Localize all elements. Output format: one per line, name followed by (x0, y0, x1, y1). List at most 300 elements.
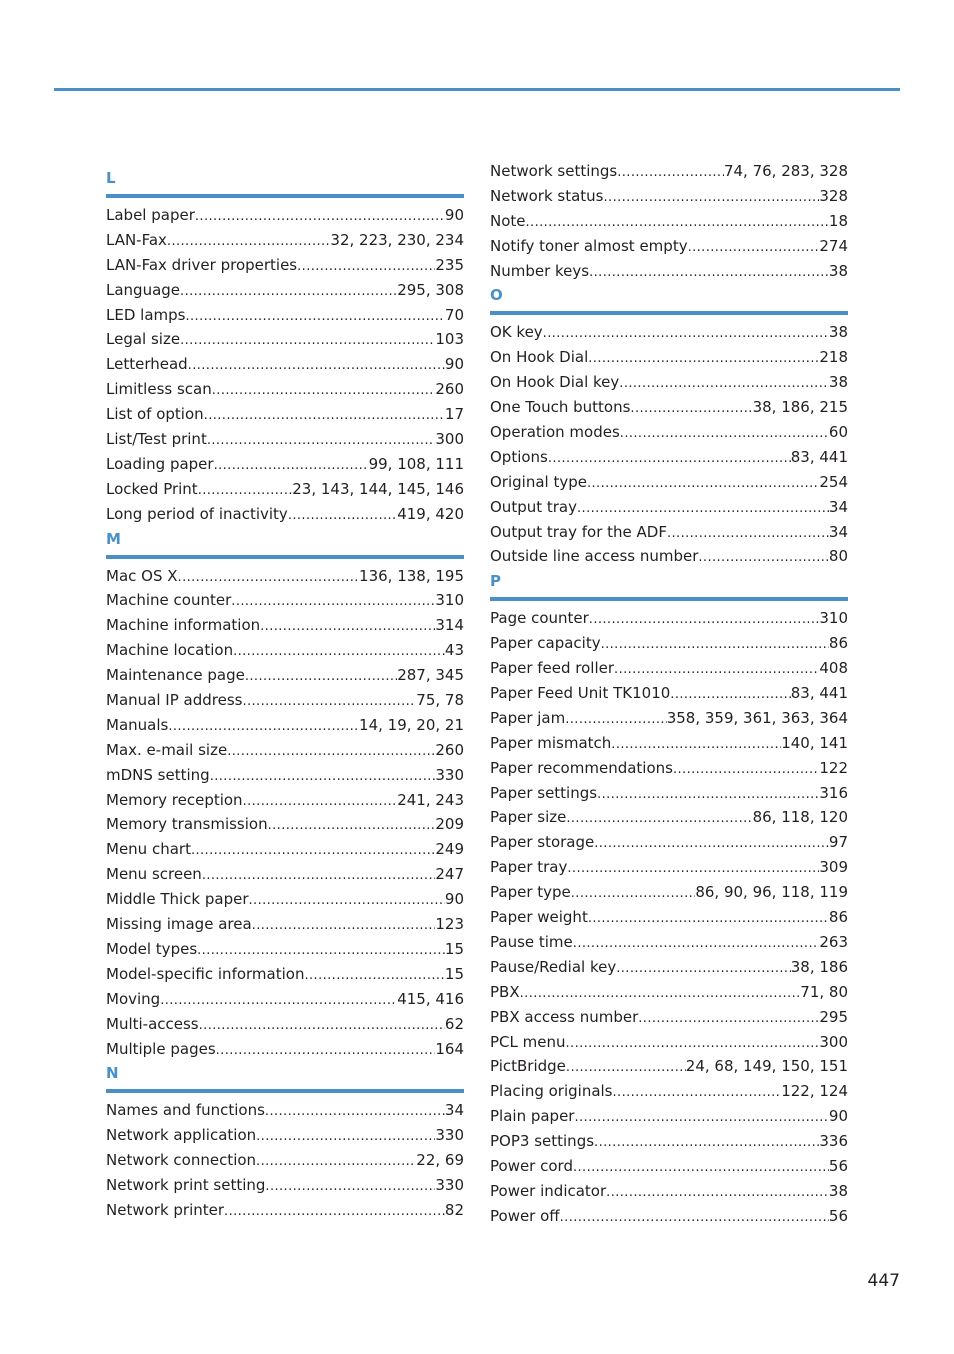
index-term: Memory transmission (106, 815, 268, 834)
index-page-refs[interactable]: 274 (819, 236, 848, 255)
index-page-refs[interactable]: 74, 76, 283, 328 (723, 162, 848, 180)
index-page-refs[interactable]: 86, 90, 96, 118, 119 (695, 883, 848, 902)
dot-leader (204, 402, 445, 427)
index-page-refs[interactable]: 62 (444, 1014, 464, 1033)
index-term: Machine location (106, 641, 234, 660)
index-entry (490, 520, 848, 545)
index-entry (490, 420, 848, 445)
index-page-refs[interactable]: 43 (444, 641, 464, 660)
index-entry (490, 1104, 848, 1129)
index-term: List of option (106, 405, 204, 424)
index-entry (490, 544, 848, 569)
index-page-refs[interactable]: 309 (819, 858, 848, 877)
index-term: Names and functions (106, 1101, 265, 1120)
dot-leader (638, 1005, 819, 1030)
index-term: Mac OS X (106, 566, 178, 585)
dot-leader (265, 1098, 445, 1123)
dot-leader (567, 855, 819, 880)
dot-leader (227, 738, 435, 763)
section-letter-heading: O (490, 286, 503, 305)
index-term: LAN-Fax (106, 230, 167, 249)
index-entry (106, 477, 464, 502)
index-entry (490, 880, 848, 905)
page-number: 447 (867, 1271, 900, 1291)
index-entry (106, 812, 464, 837)
index-term: Paper mismatch (490, 733, 612, 752)
index-page-refs[interactable]: 260 (435, 380, 464, 399)
dot-leader (604, 184, 820, 209)
dot-leader (560, 1204, 829, 1229)
index-page-refs[interactable]: 330 (435, 1126, 464, 1145)
index-entry (490, 320, 848, 345)
index-page-refs[interactable]: 34 (828, 497, 848, 516)
dot-leader (256, 1148, 416, 1173)
index-term: Max. e-mail size (106, 740, 228, 759)
dot-leader (288, 502, 397, 527)
index-page-refs[interactable]: 99, 108, 111 (368, 454, 464, 473)
dot-leader (249, 887, 445, 912)
section-rule (490, 597, 848, 601)
index-entry (490, 159, 848, 184)
index-entry (106, 303, 464, 328)
index-entry (490, 345, 848, 370)
dot-leader (212, 377, 436, 402)
index-entry (490, 830, 848, 855)
index-page-refs[interactable]: 97 (828, 833, 848, 852)
index-term: mDNS setting (106, 765, 210, 784)
index-page-refs[interactable]: 23, 143, 144, 145, 146 (292, 479, 464, 498)
dot-leader (520, 980, 801, 1005)
index-term: Missing image area (106, 915, 252, 934)
index-term: Paper size (490, 808, 567, 827)
dot-leader (543, 320, 829, 345)
index-entry (490, 606, 848, 631)
index-term: Output tray for the ADF (490, 522, 667, 541)
index-term: Machine information (106, 616, 261, 635)
index-entry (106, 1123, 464, 1148)
index-page-refs[interactable]: 60 (828, 423, 848, 442)
index-entry (106, 937, 464, 962)
section-rule (106, 555, 464, 559)
index-page-refs[interactable]: 38, 186 (790, 957, 848, 976)
section-rule (106, 194, 464, 198)
dot-leader (233, 638, 445, 663)
index-page-refs[interactable]: 408 (819, 659, 848, 678)
dot-leader (667, 520, 829, 545)
index-entry (106, 278, 464, 303)
dot-leader (191, 837, 435, 862)
index-page-refs[interactable]: 80 (828, 547, 848, 566)
index-page-refs[interactable]: 310 (435, 591, 464, 610)
index-page-refs[interactable]: 32, 223, 230, 234 (330, 230, 464, 249)
index-page-refs[interactable]: 136, 138, 195 (359, 566, 464, 585)
index-page-refs[interactable]: 86 (828, 634, 848, 653)
dot-leader (260, 613, 435, 638)
index-term: Power off (490, 1206, 560, 1225)
index-page-refs[interactable]: 235 (435, 255, 464, 274)
index-term: Output tray (490, 497, 577, 516)
index-term: Paper jam (490, 708, 566, 727)
dot-leader (242, 688, 416, 713)
index-entry (490, 259, 848, 284)
index-term: Limitless scan (106, 380, 212, 399)
index-entry (490, 756, 848, 781)
index-term: Original type (490, 472, 587, 491)
dot-leader (526, 209, 829, 234)
index-page-refs[interactable]: 38, 186, 215 (752, 398, 848, 417)
index-page-refs[interactable]: 82 (444, 1200, 464, 1219)
index-entry (490, 445, 848, 470)
dot-leader (601, 631, 829, 656)
index-term: Paper Feed Unit TK1010 (490, 684, 671, 703)
index-term: Menu screen (106, 865, 202, 884)
index-term: Maintenance page (106, 666, 245, 685)
index-page-refs[interactable]: 14, 19, 20, 21 (359, 715, 464, 734)
index-term: Locked Print (106, 479, 198, 498)
index-page-refs[interactable]: 336 (819, 1132, 848, 1151)
index-term: Memory reception (106, 790, 243, 809)
index-page-refs[interactable]: 287, 345 (397, 666, 464, 685)
dot-leader (616, 955, 791, 980)
index-page-refs[interactable]: 247 (435, 865, 464, 884)
index-term: Menu chart (106, 840, 191, 859)
dot-leader (673, 756, 819, 781)
index-entry (106, 1148, 464, 1173)
index-term: Operation modes (490, 423, 620, 442)
index-term: Letterhead (106, 355, 188, 374)
index-page-refs[interactable]: 314 (435, 616, 464, 635)
index-term: List/Test print (106, 430, 207, 449)
index-page-refs[interactable]: 295, 308 (397, 280, 464, 299)
index-term: Network settings (490, 162, 618, 180)
index-term: PBX access number (490, 1007, 639, 1026)
index-entry (106, 253, 464, 278)
dot-leader (210, 763, 436, 788)
dot-leader (304, 962, 444, 987)
index-entry (106, 713, 464, 738)
index-term: Middle Thick paper (106, 890, 249, 909)
index-entry (490, 656, 848, 681)
index-entry (106, 613, 464, 638)
dot-leader (594, 830, 829, 855)
dot-leader (199, 1012, 445, 1037)
index-entry (490, 1005, 848, 1030)
dot-leader (180, 278, 397, 303)
index-entry (106, 1198, 464, 1223)
index-page-refs[interactable]: 38 (828, 323, 848, 342)
dot-leader (256, 1123, 435, 1148)
index-entry (490, 980, 848, 1005)
index-entry (106, 663, 464, 688)
index-page-refs[interactable]: 103 (435, 330, 464, 349)
index-entry (106, 688, 464, 713)
index-term: Network connection (106, 1151, 257, 1170)
index-entry (106, 638, 464, 663)
dot-leader (573, 930, 820, 955)
index-entry (490, 234, 848, 259)
dot-leader (185, 303, 444, 328)
index-page-refs[interactable]: 86, 118, 120 (752, 808, 848, 827)
index-term: Network application (106, 1126, 257, 1145)
index-entry (490, 1179, 848, 1204)
dot-leader (594, 1129, 819, 1154)
index-page-refs[interactable]: 122, 124 (781, 1082, 848, 1101)
dot-leader (688, 234, 820, 259)
index-entry (490, 805, 848, 830)
index-page-refs[interactable]: 249 (435, 840, 464, 859)
dot-leader (565, 706, 666, 731)
index-term: Network printer (106, 1200, 225, 1219)
dot-leader (614, 656, 819, 681)
index-term: Number keys (490, 261, 590, 280)
index-page-refs[interactable]: 358, 359, 361, 363, 364 (666, 708, 848, 727)
dot-leader (620, 420, 829, 445)
index-page-refs[interactable]: 300 (435, 430, 464, 449)
index-page-refs[interactable]: 71, 80 (800, 982, 848, 1001)
index-page-refs[interactable]: 75, 78 (416, 691, 464, 710)
index-term: On Hook Dial key (490, 373, 620, 392)
index-entry (490, 1054, 848, 1079)
dot-leader (617, 159, 724, 184)
index-page-refs[interactable]: 24, 68, 149, 150, 151 (685, 1057, 848, 1076)
index-page-refs[interactable]: 38 (828, 373, 848, 392)
index-page-refs[interactable]: 90 (828, 1107, 848, 1126)
index-term: Pause/Redial key (490, 957, 617, 976)
index-entry (106, 1012, 464, 1037)
index-term: Paper storage (490, 833, 595, 852)
dot-leader (265, 1173, 435, 1198)
index-entry (490, 855, 848, 880)
index-page-refs[interactable]: 263 (819, 932, 848, 951)
index-term: Paper tray (490, 858, 568, 877)
index-page-refs[interactable]: 15 (444, 964, 464, 983)
index-page-refs[interactable]: 56 (828, 1206, 848, 1225)
dot-leader (606, 1179, 829, 1204)
index-page-refs[interactable]: 415, 416 (397, 989, 464, 1008)
index-term: PictBridge (490, 1057, 566, 1076)
index-term: Label paper (106, 206, 195, 224)
index-term: Pause time (490, 932, 573, 951)
index-page-refs[interactable]: 38 (828, 1181, 848, 1200)
index-term: Moving (106, 989, 161, 1008)
dot-leader (589, 259, 829, 284)
index-page-refs[interactable]: 260 (435, 740, 464, 759)
index-entry (106, 352, 464, 377)
dot-leader (224, 1198, 445, 1223)
index-entry (490, 706, 848, 731)
index-term: Multi-access (106, 1014, 199, 1033)
index-term: Multiple pages (106, 1039, 216, 1058)
index-term: Network print setting (106, 1176, 266, 1195)
dot-leader (619, 370, 829, 395)
index-term: Legal size (106, 330, 181, 349)
dot-leader (588, 345, 819, 370)
header-rule (54, 88, 900, 91)
index-entry (106, 588, 464, 613)
index-entry (106, 887, 464, 912)
index-entry (106, 788, 464, 813)
index-entry (106, 452, 464, 477)
dot-leader (566, 1030, 820, 1055)
index-page-refs[interactable]: 300 (819, 1032, 848, 1051)
index-entry (490, 1154, 848, 1179)
index-entry (490, 495, 848, 520)
dot-leader (566, 1054, 686, 1079)
index-term: Power cord (490, 1156, 573, 1175)
index-entry (490, 209, 848, 234)
index-page-refs[interactable]: 90 (444, 890, 464, 909)
index-term: Note (490, 211, 526, 230)
index-entry (490, 1030, 848, 1055)
dot-leader (573, 1154, 829, 1179)
index-entry (490, 681, 848, 706)
index-entry (106, 327, 464, 352)
index-page-refs[interactable]: 140, 141 (781, 733, 848, 752)
dot-leader (216, 1037, 436, 1062)
dot-leader (588, 905, 829, 930)
index-column-left (106, 166, 464, 1223)
index-term: Power indicator (490, 1181, 607, 1200)
index-term: On Hook Dial (490, 348, 589, 367)
index-page-refs[interactable]: 419, 420 (397, 504, 464, 523)
section-letter-heading: M (106, 529, 121, 548)
dot-leader (202, 862, 436, 887)
dot-leader (252, 912, 436, 937)
index-term: Loading paper (106, 454, 214, 473)
index-page-refs[interactable]: 90 (444, 355, 464, 374)
index-entry (106, 1037, 464, 1062)
index-entry (106, 228, 464, 253)
index-term: Paper weight (490, 908, 588, 927)
dot-leader (571, 880, 696, 905)
section-letter-heading: P (490, 572, 501, 591)
dot-leader (577, 495, 829, 520)
index-page-refs[interactable]: 164 (435, 1039, 464, 1058)
index-page-refs[interactable]: 241, 243 (397, 790, 464, 809)
index-page-refs[interactable]: 56 (828, 1156, 848, 1175)
section-rule (106, 1089, 464, 1093)
index-entry (490, 955, 848, 980)
index-entry (490, 930, 848, 955)
dot-leader (214, 452, 369, 477)
index-entry (106, 1173, 464, 1198)
index-entry (106, 912, 464, 937)
index-page-refs[interactable]: 254 (819, 472, 848, 491)
dot-leader (245, 663, 397, 688)
index-page-refs[interactable]: 38 (828, 261, 848, 280)
dot-leader (597, 781, 819, 806)
section-letter-heading: N (106, 1064, 119, 1083)
index-entry (106, 763, 464, 788)
index-page-refs[interactable]: 70 (444, 305, 464, 324)
index-entry (490, 731, 848, 756)
section-rule (490, 311, 848, 315)
index-page-refs[interactable]: 123 (435, 915, 464, 934)
index-page-refs[interactable]: 83, 441 (790, 684, 848, 703)
index-page-refs[interactable]: 17 (444, 405, 464, 424)
dot-leader (589, 606, 820, 631)
index-page-refs[interactable]: 34 (444, 1101, 464, 1120)
index-entry (490, 1204, 848, 1229)
index-term: OK key (490, 323, 543, 342)
index-term: One Touch buttons (490, 398, 631, 417)
dot-leader (297, 253, 435, 278)
index-term: PBX (490, 982, 520, 1001)
index-term: Paper type (490, 883, 571, 902)
index-entry (106, 377, 464, 402)
index-entry (490, 1079, 848, 1104)
index-page-refs[interactable]: 18 (828, 211, 848, 230)
dot-leader (160, 987, 397, 1012)
index-term: Outside line access number (490, 547, 699, 566)
index-page-refs[interactable]: 330 (435, 1176, 464, 1195)
index-entry (106, 962, 464, 987)
dot-leader (574, 1104, 828, 1129)
index-term: Paper recommendations (490, 758, 673, 777)
index-page-refs[interactable]: 310 (819, 609, 848, 628)
dot-leader (268, 812, 436, 837)
index-entry (106, 427, 464, 452)
index-entry (490, 781, 848, 806)
index-page-refs[interactable]: 122 (819, 758, 848, 777)
index-page-refs[interactable]: 83, 441 (790, 447, 848, 466)
index-page-refs[interactable]: 34 (828, 522, 848, 541)
index-page-refs[interactable]: 218 (819, 348, 848, 367)
index-entry (490, 905, 848, 930)
index-page-refs[interactable]: 328 (819, 186, 848, 205)
index-entry (490, 631, 848, 656)
index-entry (106, 987, 464, 1012)
dot-leader (178, 564, 360, 589)
dot-leader (548, 445, 791, 470)
index-term: Paper feed roller (490, 659, 615, 678)
index-page-refs[interactable]: 330 (435, 765, 464, 784)
dot-leader (198, 477, 293, 502)
dot-leader (566, 805, 752, 830)
dot-leader (168, 713, 359, 738)
index-page-refs[interactable]: 90 (444, 206, 464, 224)
index-entry (490, 395, 848, 420)
index-entry (490, 470, 848, 495)
dot-leader (231, 588, 435, 613)
index-term: Machine counter (106, 591, 232, 610)
index-page-refs[interactable]: 86 (828, 908, 848, 927)
section-letter-heading: L (106, 169, 116, 187)
dot-leader (611, 731, 781, 756)
index-entry (106, 564, 464, 589)
index-page-refs[interactable]: 22, 69 (416, 1151, 464, 1170)
index-entry (106, 203, 464, 228)
index-term: POP3 settings (490, 1132, 595, 1151)
index-page-refs[interactable]: 15 (444, 939, 464, 958)
index-page-refs[interactable]: 295 (819, 1007, 848, 1026)
index-term: LED lamps (106, 305, 186, 324)
index-term: Model-specific information (106, 964, 305, 983)
dot-leader (243, 788, 398, 813)
index-term: Model types (106, 939, 198, 958)
index-column-right (490, 159, 848, 1229)
index-term: Paper capacity (490, 634, 601, 653)
index-term: LAN-Fax driver properties (106, 255, 298, 274)
index-entry (106, 402, 464, 427)
index-term: Paper settings (490, 783, 598, 802)
index-page-refs[interactable]: 209 (435, 815, 464, 834)
index-term: Placing originals (490, 1082, 613, 1101)
dot-leader (180, 327, 435, 352)
index-page-refs[interactable]: 316 (819, 783, 848, 802)
dot-leader (587, 470, 819, 495)
index-term: Network status (490, 186, 604, 205)
